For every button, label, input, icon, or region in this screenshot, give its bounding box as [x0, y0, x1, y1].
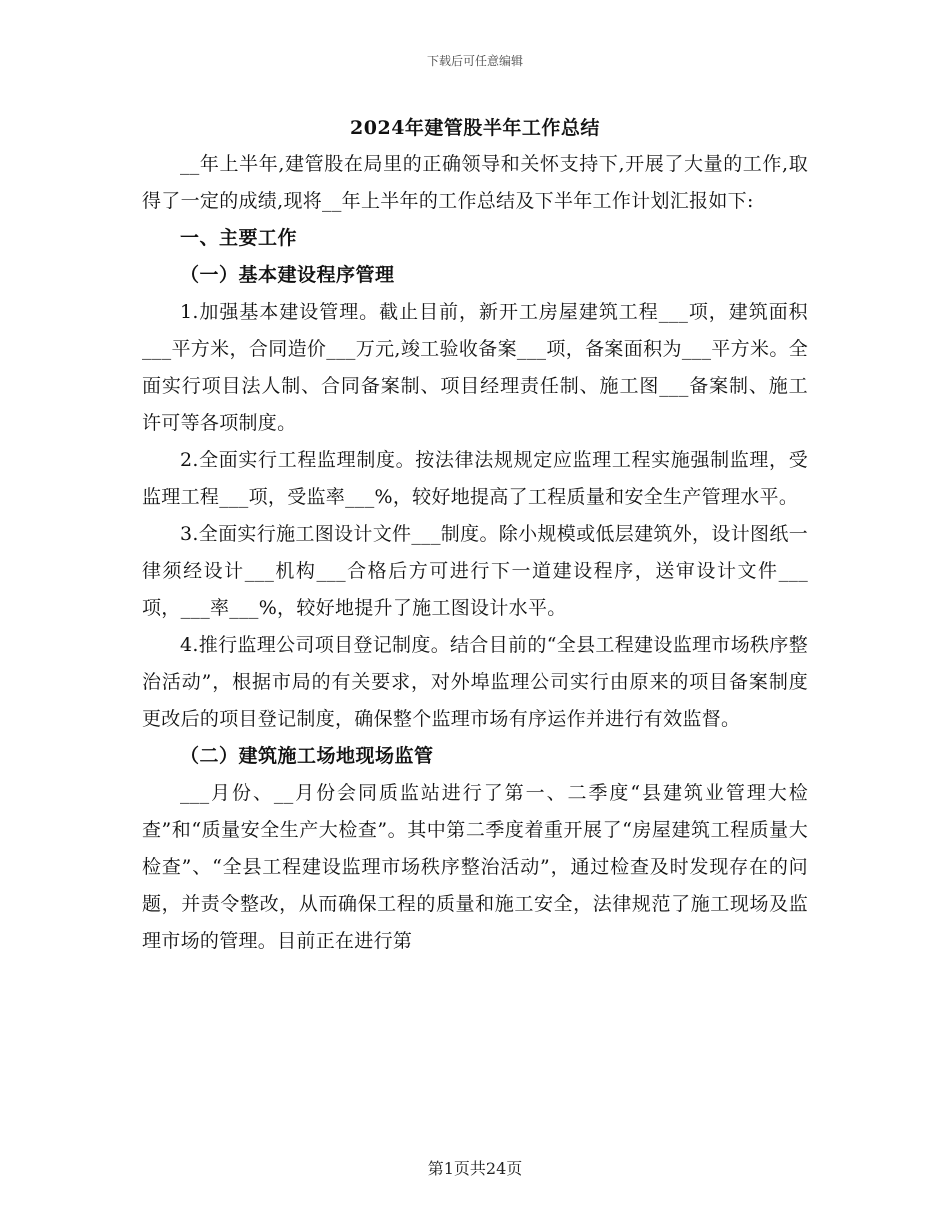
paragraph-item-2: 2.全面实行工程监理制度。按法律法规规定应监理工程实施强制监理，受监理工程___项，受监率___%，较好地提高了工程质量和安全生产管理水平。 — [142, 449, 808, 508]
paragraph-item-1: 1.加强基本建设管理。截止目前，新开工房屋建筑工程___项，建筑面积___平方米，合同造价___万元,竣工验收备案___项，备案面积为___平方米。全面实行项目法人制、合同备案制、项目经理责任制、施工图___备案制、施工许可等各项制度。 — [142, 301, 808, 434]
subsection-heading-site-supervision: （二）建筑施工场地现场监管 — [180, 745, 434, 767]
paragraph-site-supervision: ___月份、__月份会同质监站进行了第一、二季度“县建筑业管理大检查”和“质量安全生产大检查”。其中第二季度着重开展了“房屋建筑工程质量大检查”、“全县工程建设监理市场秩序整治活动”，通过检查及时发现存在的问题，并责令整改，从而确保工程的质量和施工安全，法律规范了施工现场及监理市场的管理。目前正在进行第 — [142, 782, 808, 952]
subsection-heading-construction-procedure: （一）基本建设程序管理 — [180, 264, 395, 286]
document-title: 2024年建管股半年工作总结 — [350, 117, 600, 139]
header-note: 下载后可任意编辑 — [426, 54, 523, 68]
paragraph-item-3: 3.全面实行施工图设计文件___制度。除小规模或低层建筑外，设计图纸一律须经设计___机构___合格后方可进行下一道建设程序，送审设计文件___项，___率___%，较好地提升了施工图设计水平。 — [142, 523, 808, 619]
paragraph-item-4: 4.推行监理公司项目登记制度。结合目前的“全县工程建设监理市场秩序整治活动”，根据市局的有关要求，对外埠监理公司实行由原来的项目备案制度更改后的项目登记制度，确保整个监理市场有序运作并进行有效监督。 — [142, 634, 808, 730]
page-footer: 第1页共24页 — [427, 1159, 523, 1178]
intro-paragraph: __年上半年,建管股在局里的正确领导和关怀支持下,开展了大量的工作,取得了一定的成绩,现将__年上半年的工作总结及下半年工作计划汇报如下: — [142, 153, 808, 212]
document-body — [142, 112, 808, 960]
section-heading-main-work: 一、主要工作 — [180, 227, 298, 249]
